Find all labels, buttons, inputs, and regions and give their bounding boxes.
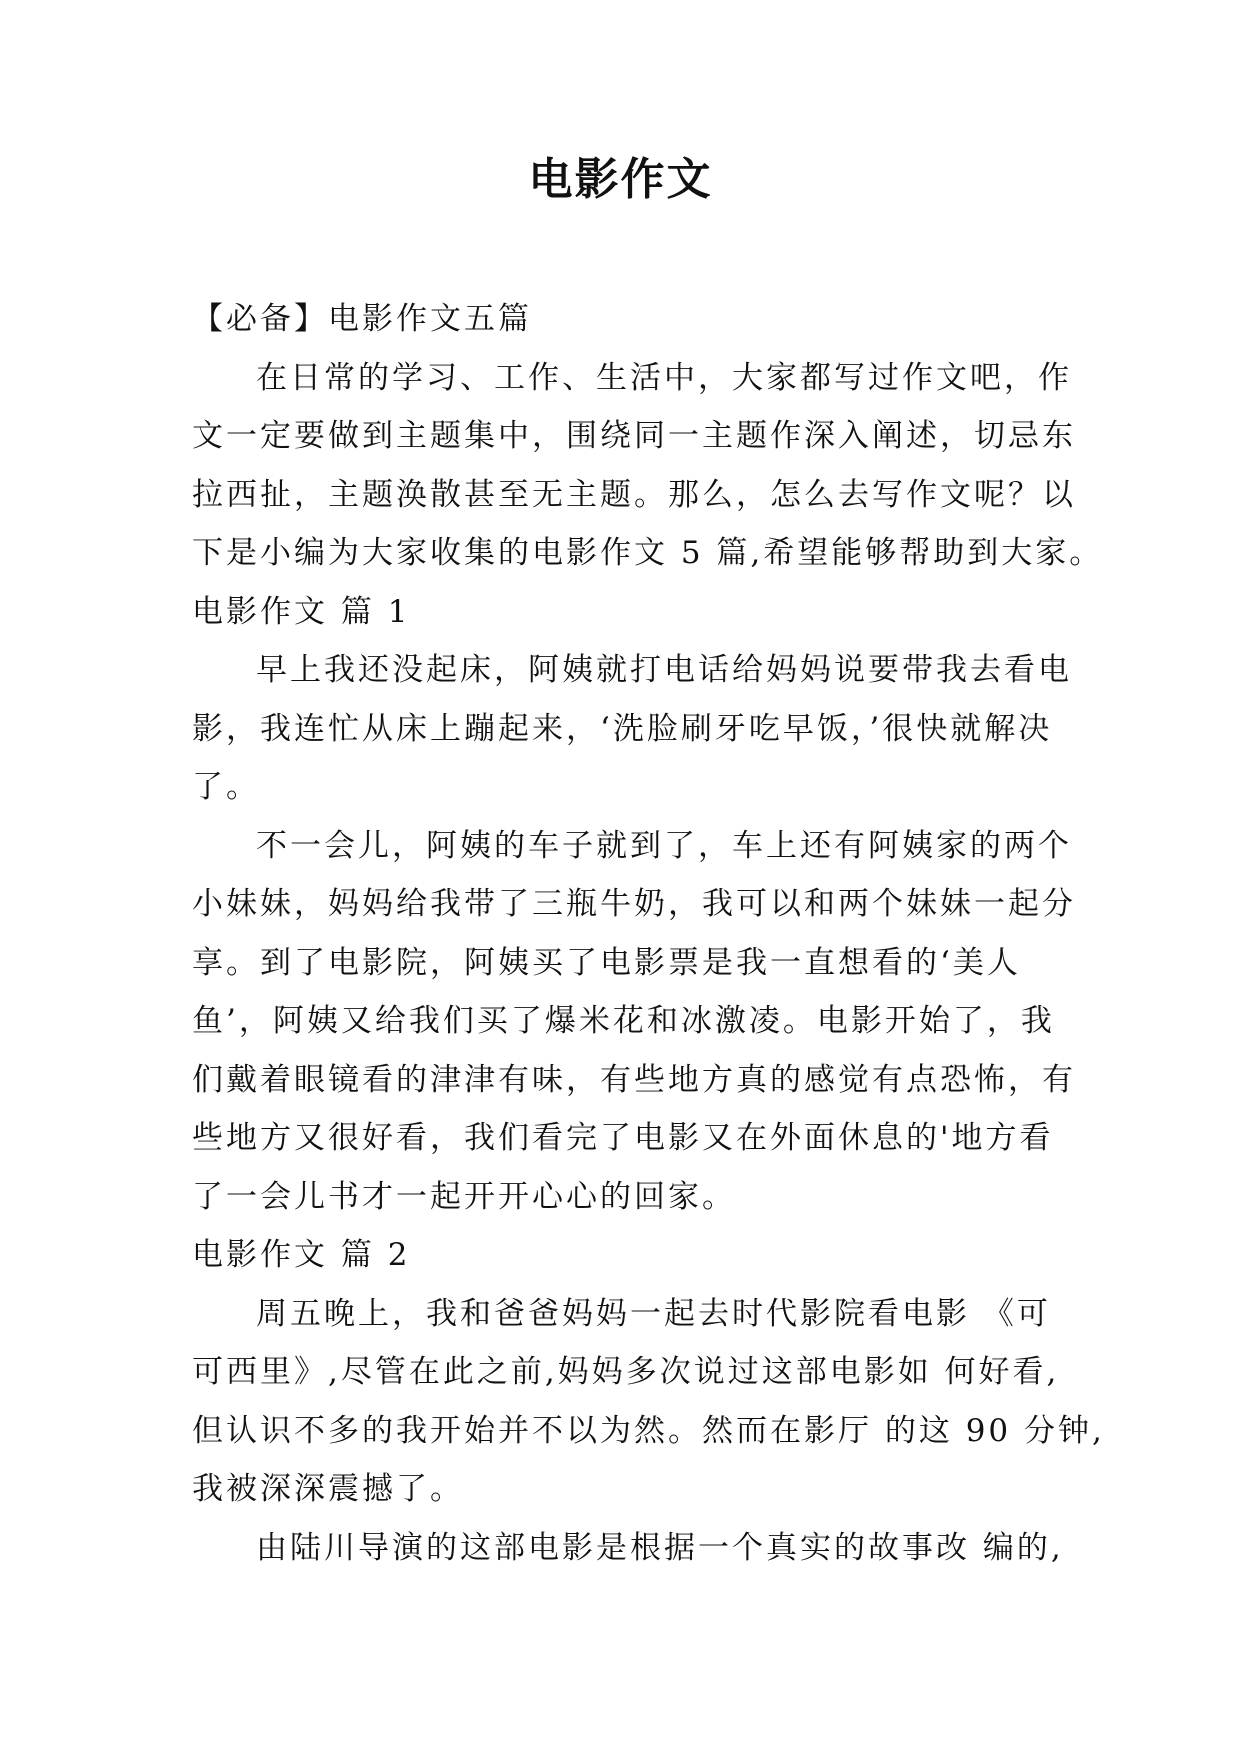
- essay-1-paragraph-2-line: 了一会儿书才一起开开心心的回家。: [192, 1178, 736, 1215]
- essay-1-paragraph-2-line: 不一会儿，阿姨的车子就到了，车上还有阿姨家的两个: [256, 827, 1072, 864]
- essay-1-paragraph-2-line: 们戴着眼镜看的津津有味，有些地方真的感觉有点恐怖，有: [192, 1061, 1076, 1098]
- essay-2-paragraph-1-line: 周五晚上，我和爸爸妈妈一起去时代影院看电影 《可: [256, 1295, 1051, 1332]
- essay-2-paragraph-1-line: 但认识不多的我开始并不以为然。然而在影厅 的这 90 分钟,: [192, 1412, 1105, 1449]
- essay-2-paragraph-1-line: 可西里》,尽管在此之前,妈妈多次说过这部电影如 何好看,: [192, 1354, 1060, 1390]
- essay-2-heading: 电影作文 篇 2: [192, 1237, 411, 1273]
- essay-1-paragraph-2-line: 些地方又很好看，我们看完了电影又在外面休息的'地方看: [192, 1120, 1054, 1156]
- document-body: [192, 290, 1105, 1577]
- intro-line: 拉西扯，主题涣散甚至无主题。那么，怎么去写作文呢？以: [192, 476, 1076, 513]
- essay-1-paragraph-2-line: 鱼’，阿姨又给我们买了爆米花和冰激凌。电影开始了，我: [192, 1003, 1055, 1039]
- essay-1-paragraph-1-line: 早上我还没起床，阿姨就打电话给妈妈说要带我去看电: [256, 652, 1072, 688]
- essay-1-paragraph-2-line: 小妹妹，妈妈给我带了三瓶牛奶，我可以和两个妹妹一起分: [192, 886, 1076, 922]
- essay-1-paragraph-1-line: 影，我连忙从床上蹦起来，‘洗脸刷牙吃早饭，’很快就解决: [192, 710, 1053, 747]
- essay-2-paragraph-1-line: 我被深深震撼了。: [192, 1471, 464, 1507]
- essay-1-paragraph-1-line: 了。: [192, 769, 260, 805]
- document-title: 电影作文: [528, 154, 713, 205]
- intro-line: 下是小编为大家收集的电影作文 5 篇,希望能够帮助到大家。: [192, 535, 1104, 571]
- intro-line: 文一定要做到主题集中，围绕同一主题作深入阐述，切忌东: [192, 418, 1076, 454]
- document-subtitle: 【必备】电影作文五篇: [192, 301, 532, 337]
- essay-1-heading: 电影作文 篇 1: [192, 593, 411, 630]
- intro-line: 在日常的学习、工作、生活中，大家都写过作文吧，作: [256, 359, 1072, 396]
- essay-1-paragraph-2-line: 享。到了电影院，阿姨买了电影票是我一直想看的‘美人: [192, 944, 1021, 981]
- essay-2-paragraph-2-line: 由陆川导演的这部电影是根据一个真实的故事改 编的,: [256, 1529, 1064, 1566]
